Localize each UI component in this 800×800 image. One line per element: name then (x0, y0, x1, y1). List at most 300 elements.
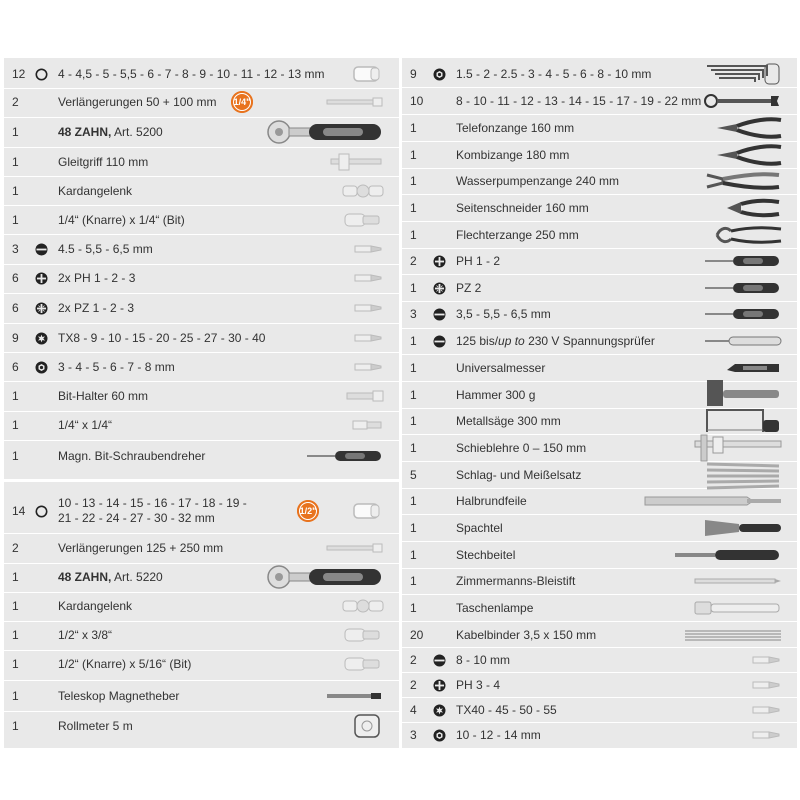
item-text: 3,5 - 5,5 - 6,5 mm (456, 306, 551, 321)
item-description (456, 281, 481, 296)
item-text: Stechbeitel (456, 547, 516, 562)
row-divider (402, 354, 797, 355)
drive-size-badge (231, 91, 253, 113)
item-quantity: 1 (410, 174, 417, 188)
item-row (402, 650, 797, 670)
water-pump-pliers-icon (703, 169, 783, 193)
row-divider (402, 141, 797, 142)
item-row (4, 496, 399, 525)
caliper-icon (693, 433, 783, 463)
hacksaw-icon (703, 406, 783, 436)
item-description (456, 254, 500, 269)
row-divider (402, 114, 797, 115)
item-quantity: 5 (410, 468, 417, 482)
item-text: Schlag- und Meißelsatz (456, 467, 582, 482)
row-divider (402, 647, 797, 648)
item-row (4, 625, 399, 645)
row-divider (4, 592, 399, 593)
item-quantity: 1 (410, 601, 417, 615)
item-text: 3 - 4 - 5 - 6 - 7 - 8 mm (58, 359, 175, 374)
hex-drive-icon (432, 728, 446, 742)
item-italic-text: up to (498, 333, 525, 348)
item-quantity: 1 (410, 201, 417, 215)
row-divider (4, 293, 399, 294)
item-quantity: 1 (410, 281, 417, 295)
row-divider (4, 147, 399, 148)
item-text: Metallsäge 300 mm (456, 413, 561, 428)
slot-drive-icon (432, 334, 446, 348)
item-quantity: 1 (12, 599, 19, 613)
item-quantity: 1 (410, 388, 417, 402)
item-quantity: 6 (12, 271, 19, 285)
item-row (402, 251, 797, 271)
item-text: Bit-Halter 60 mm (58, 388, 149, 403)
universal-joint-icon (341, 180, 385, 202)
right-panel (402, 58, 797, 748)
item-description (58, 125, 163, 140)
item-description (58, 360, 175, 375)
item-description (58, 496, 247, 526)
item-text: Verlängerungen 125 + 250 mm (58, 540, 224, 555)
item-text: Teleskop Magnetheber (58, 688, 180, 703)
item-row (4, 268, 399, 288)
plus-drive-icon (432, 678, 446, 692)
chisel-set-icon (703, 460, 783, 490)
row-divider (4, 680, 399, 681)
item-description (58, 301, 134, 316)
item-row (402, 598, 797, 618)
item-row (4, 152, 399, 172)
item-quantity: 6 (12, 360, 19, 374)
pliers-icon (713, 143, 783, 167)
screwdriver-icon (703, 281, 783, 295)
item-quantity: 1 (12, 628, 19, 642)
item-row (402, 225, 797, 245)
item-text: Spachtel (456, 520, 503, 535)
item-quantity: 1 (12, 719, 19, 733)
row-divider (402, 194, 797, 195)
item-bold-label: 48 ZAHN, (58, 124, 112, 139)
item-description (456, 494, 527, 509)
item-row (4, 210, 399, 230)
item-row (402, 545, 797, 565)
bit-icon (751, 705, 783, 715)
item-description (58, 657, 191, 672)
item-text: Art. 5200 (111, 124, 163, 139)
item-quantity: 1 (12, 449, 19, 463)
item-quantity: 1 (12, 125, 19, 139)
item-description (456, 174, 619, 189)
row-divider (402, 514, 797, 515)
item-quantity: 3 (410, 307, 417, 321)
item-text: 2x PH 1 - 2 - 3 (58, 270, 136, 285)
item-quantity: 2 (410, 678, 417, 692)
socket-icon (351, 501, 385, 521)
item-description (58, 155, 148, 170)
item-quantity: 12 (12, 67, 26, 81)
hex-drive-icon (432, 67, 446, 81)
row-divider (402, 672, 797, 673)
bit-icon (353, 244, 385, 254)
item-description (456, 94, 701, 109)
item-text: 4.5 - 5,5 - 6,5 mm (58, 241, 153, 256)
item-quantity: 9 (410, 67, 417, 81)
item-text: 1/4“ x 1/4“ (58, 417, 113, 432)
item-description (456, 468, 581, 483)
item-description (58, 331, 265, 346)
slot-drive-icon (34, 242, 48, 256)
item-description (456, 574, 575, 589)
item-row (4, 596, 399, 616)
item-quantity: 1 (410, 414, 417, 428)
item-quantity: 1 (12, 213, 19, 227)
row-divider (4, 176, 399, 177)
item-text: Halbrundfeile (456, 493, 527, 508)
row-divider (4, 117, 399, 118)
pincers-icon (713, 223, 783, 247)
row-divider (4, 650, 399, 651)
t-handle-icon (325, 150, 385, 174)
item-text: Seitenschneider 160 mm (456, 200, 589, 215)
item-row (4, 357, 399, 377)
item-row (4, 181, 399, 201)
bit-icon (353, 273, 385, 283)
item-quantity: 1 (12, 570, 19, 584)
item-row (402, 411, 797, 431)
item-text: Flechterzange 250 mm (456, 227, 579, 242)
row-divider (402, 541, 797, 542)
item-quantity: 1 (410, 574, 417, 588)
row-divider (4, 264, 399, 265)
item-description (58, 628, 112, 643)
item-row (402, 358, 797, 378)
item-row (402, 675, 797, 695)
item-row (402, 304, 797, 324)
row-divider (4, 621, 399, 622)
item-row (4, 239, 399, 259)
bit-icon (751, 655, 783, 665)
item-quantity: 4 (410, 703, 417, 717)
item-row (402, 331, 797, 351)
item-description (456, 521, 503, 536)
item-quantity: 14 (12, 504, 26, 518)
bit-icon (353, 303, 385, 313)
row-divider (4, 352, 399, 353)
bit-icon (751, 730, 783, 740)
item-description (456, 201, 589, 216)
utility-knife-icon (723, 360, 783, 376)
item-row (402, 625, 797, 645)
item-text-line2: 21 - 22 - 24 - 27 - 30 - 32 mm (58, 511, 215, 525)
left-top-panel (4, 58, 399, 479)
item-description (58, 184, 132, 199)
ratchet-icon (265, 119, 385, 145)
item-quantity: 1 (410, 148, 417, 162)
item-description (58, 213, 185, 228)
item-description (456, 414, 561, 429)
ring-drive-icon (34, 504, 48, 518)
item-row (402, 145, 797, 165)
row-divider (402, 594, 797, 595)
item-description (456, 228, 579, 243)
item-row (402, 385, 797, 405)
row-divider (402, 87, 797, 88)
item-description (456, 441, 586, 456)
item-description (58, 719, 133, 734)
universal-joint-icon (341, 595, 385, 617)
item-row (402, 700, 797, 720)
row-divider (4, 381, 399, 382)
row-divider (4, 711, 399, 712)
item-description (456, 67, 651, 82)
adapter-icon (341, 625, 385, 645)
item-row (402, 465, 797, 485)
item-description (58, 67, 325, 82)
combination-wrench-icon (703, 94, 783, 108)
item-quantity: 1 (12, 657, 19, 671)
item-description (456, 388, 535, 403)
item-quantity: 1 (410, 334, 417, 348)
item-quantity: 1 (410, 548, 417, 562)
item-text: Telefonzange 160 mm (456, 120, 575, 135)
screwdriver-icon (703, 254, 783, 268)
item-row (402, 571, 797, 591)
item-row (4, 122, 399, 142)
item-row (402, 171, 797, 191)
pz-drive-icon (34, 301, 48, 315)
item-text: TX8 - 9 - 10 - 15 - 20 - 25 - 27 - 30 - 40 (58, 330, 266, 345)
item-text: 10 - 13 - 14 - 15 - 16 - 17 - 18 - 19 - (58, 496, 247, 510)
item-row (4, 415, 399, 435)
item-row (4, 446, 399, 466)
bit-icon (353, 362, 385, 372)
bit-icon (751, 680, 783, 690)
torx-drive-icon (34, 331, 48, 345)
item-quantity: 20 (410, 628, 424, 642)
item-quantity: 1 (410, 228, 417, 242)
item-row (402, 198, 797, 218)
left-bottom-panel (4, 482, 399, 748)
pencil-icon (693, 577, 783, 585)
drive-size-label: 1/2" (299, 502, 317, 520)
item-quantity: 2 (410, 254, 417, 268)
socket-icon (351, 64, 385, 84)
adapter-small-icon (351, 418, 385, 432)
item-text: Verlängerungen 50 + 100 mm (58, 94, 217, 109)
item-description (58, 449, 205, 464)
item-description (58, 418, 112, 433)
item-text: 10 - 12 - 14 mm (456, 727, 541, 742)
item-quantity: 1 (410, 521, 417, 535)
item-quantity: 3 (410, 728, 417, 742)
item-text: Hammer 300 g (456, 387, 536, 402)
item-description (58, 271, 135, 286)
item-text: Kabelbinder 3,5 x 150 mm (456, 627, 597, 642)
item-text: TX40 - 45 - 50 - 55 (456, 702, 557, 717)
item-description (456, 678, 500, 693)
row-divider (402, 274, 797, 275)
item-description (456, 728, 541, 743)
row-divider (402, 722, 797, 723)
item-text: 8 - 10 - 11 - 12 - 13 - 14 - 15 - 17 - 19 - 22 mm (456, 93, 702, 108)
voltage-tester-icon (703, 336, 783, 346)
item-row (402, 518, 797, 538)
item-row (402, 118, 797, 138)
item-row (4, 567, 399, 587)
item-text: Taschenlampe (456, 600, 534, 615)
row-divider (402, 301, 797, 302)
item-text: Universalmesser (456, 360, 546, 375)
item-text: Kardangelenk (58, 598, 133, 613)
item-quantity: 1 (410, 121, 417, 135)
row-divider (402, 621, 797, 622)
drive-size-label: 1/4" (233, 93, 251, 111)
item-text: PZ 2 (456, 280, 482, 295)
slot-drive-icon (432, 307, 446, 321)
item-text: Schieblehre 0 – 150 mm (456, 440, 587, 455)
item-description (456, 653, 510, 668)
spatula-icon (703, 518, 783, 538)
item-text: 4 - 4,5 - 5 - 5,5 - 6 - 7 - 8 - 9 - 10 - 11 - 12 - 13 mm (58, 66, 325, 81)
item-text: Kombizange 180 mm (456, 147, 570, 162)
row-divider (402, 328, 797, 329)
item-quantity: 2 (410, 653, 417, 667)
screwdriver-icon (305, 449, 385, 463)
item-row (4, 298, 399, 318)
bit-holder-icon (345, 389, 385, 403)
item-quantity: 1 (410, 494, 417, 508)
item-text: Magn. Bit-Schraubendreher (58, 448, 206, 463)
item-row (402, 438, 797, 458)
item-description (456, 121, 574, 136)
torx-drive-icon (432, 703, 446, 717)
pz-drive-icon (432, 281, 446, 295)
item-text: PH 3 - 4 (456, 677, 501, 692)
item-quantity: 6 (12, 301, 19, 315)
item-quantity: 1 (12, 184, 19, 198)
item-row (402, 64, 797, 84)
extension-bar-icon (325, 542, 385, 554)
item-description (456, 601, 533, 616)
item-text: Gleitgriff 110 mm (58, 154, 149, 169)
row-divider (402, 248, 797, 249)
item-text: 1/2“ (Knarre) x 5/16“ (Bit) (58, 656, 192, 671)
flashlight-icon (693, 600, 783, 616)
item-row (4, 686, 399, 706)
row-divider (4, 411, 399, 412)
hex-key-set-icon (703, 62, 783, 86)
row-divider (4, 533, 399, 534)
tape-measure-icon (351, 711, 385, 741)
cable-ties-icon (683, 628, 783, 642)
row-divider (4, 323, 399, 324)
item-text: Zimmermanns-Bleistift (456, 573, 576, 588)
item-text: Kardangelenk (58, 183, 133, 198)
ring-drive-icon (34, 67, 48, 81)
ratchet-icon (265, 564, 385, 590)
item-row (4, 64, 399, 84)
item-quantity: 10 (410, 94, 424, 108)
wood-chisel-icon (673, 548, 783, 562)
item-quantity: 3 (12, 242, 19, 256)
item-description (456, 148, 569, 163)
plus-drive-icon (34, 271, 48, 285)
item-text: Wasserpumpenzange 240 mm (456, 173, 619, 188)
item-row (402, 491, 797, 511)
item-text: 8 - 10 mm (456, 652, 511, 667)
item-description (456, 628, 596, 643)
item-text: Art. 5220 (111, 569, 163, 584)
screwdriver-icon (703, 307, 783, 321)
item-quantity: 9 (12, 331, 19, 345)
file-icon (643, 495, 783, 507)
hex-drive-icon (34, 360, 48, 374)
item-row (402, 278, 797, 298)
item-text: Rollmeter 5 m (58, 718, 133, 733)
item-text: PH 1 - 2 (456, 253, 501, 268)
item-description (58, 599, 132, 614)
item-quantity: 1 (410, 441, 417, 455)
item-description (58, 389, 148, 404)
row-divider (4, 205, 399, 206)
item-text-after: 230 V Spannungsprüfer (524, 333, 655, 348)
item-quantity: 2 (12, 95, 19, 109)
side-cutter-icon (723, 196, 783, 220)
item-quantity: 1 (12, 689, 19, 703)
item-text: 1/2“ x 3/8“ (58, 627, 113, 642)
slot-drive-icon (432, 653, 446, 667)
item-text: 125 bis/ (456, 333, 499, 348)
item-row (4, 654, 399, 674)
item-quantity: 1 (12, 389, 19, 403)
drive-size-badge (297, 500, 319, 522)
item-row (4, 716, 399, 736)
item-text: 2x PZ 1 - 2 - 3 (58, 300, 135, 315)
item-row (402, 91, 797, 111)
item-description (456, 361, 545, 376)
row-divider (402, 568, 797, 569)
item-text: 1/4“ (Knarre) x 1/4“ (Bit) (58, 212, 185, 227)
item-quantity: 1 (12, 418, 19, 432)
item-row (4, 538, 399, 558)
item-description (456, 334, 655, 349)
bit-icon (353, 333, 385, 343)
item-description (58, 541, 223, 556)
adapter-icon (341, 654, 385, 674)
item-description (58, 242, 153, 257)
item-text: 1.5 - 2 - 2.5 - 3 - 4 - 5 - 6 - 8 - 10 mm (456, 66, 652, 81)
item-quantity: 1 (410, 361, 417, 375)
item-bold-label: 48 ZAHN, (58, 569, 112, 584)
telescope-magnet-icon (325, 692, 385, 700)
pliers-icon (713, 116, 783, 140)
row-divider (402, 697, 797, 698)
item-quantity: 2 (12, 541, 19, 555)
row-divider (402, 221, 797, 222)
plus-drive-icon (432, 254, 446, 268)
item-description (456, 307, 551, 322)
item-description (58, 95, 216, 110)
row-divider (4, 234, 399, 235)
item-description (456, 703, 557, 718)
item-row (4, 386, 399, 406)
item-row (4, 92, 399, 112)
item-quantity: 1 (12, 155, 19, 169)
item-description (456, 548, 515, 563)
item-description (58, 570, 163, 585)
adapter-icon (341, 210, 385, 230)
row-divider (4, 88, 399, 89)
